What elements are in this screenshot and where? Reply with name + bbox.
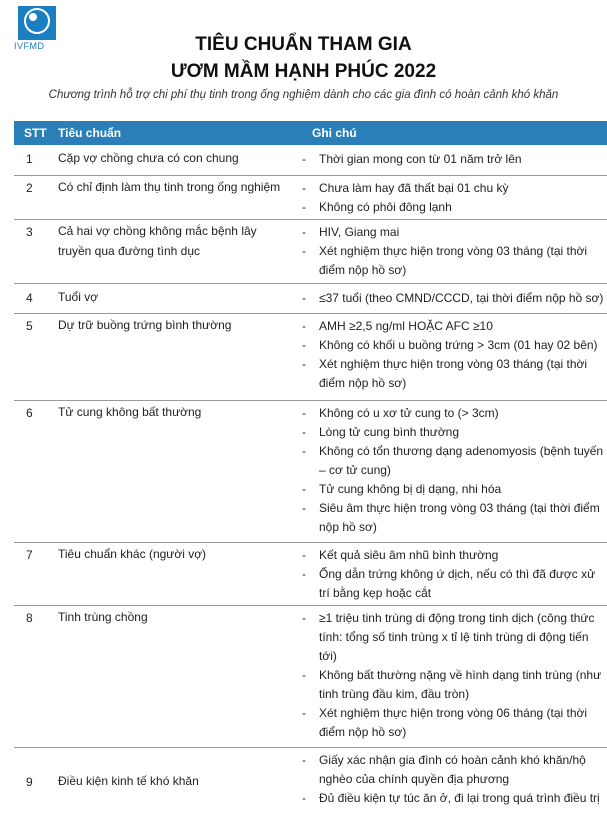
note-item: - Kết quả siêu âm nhũ bình thường: [302, 548, 499, 562]
row-stt: 2: [26, 181, 33, 195]
note-item: - Siêu âm thực hiện trong vòng 03 tháng (tại thời điểm nộp hồ sơ): [302, 501, 600, 534]
note-item: - Chưa làm hay đã thất bại 01 chu kỳ: [302, 181, 509, 195]
note-item: - Không bất thường nặng về hình dạng tinh trùng (như tinh trùng đầu kim, đầu tròn): [302, 668, 602, 701]
note-item: - Xét nghiệm thực hiện trong vòng 06 tháng (tại thời điểm nộp hồ sơ): [302, 706, 588, 739]
page-title-line2: ƯƠM MẦM HẠNH PHÚC 2022: [170, 61, 437, 82]
row-notes: [302, 289, 607, 308]
row-notes: [302, 751, 607, 808]
header-stt: STT: [24, 126, 47, 140]
row-notes: [302, 317, 607, 393]
note-item: - Không có u xơ tử cung to (> 3cm): [302, 406, 499, 420]
note-item: - ≤37 tuổi (theo CMND/CCCD, tại thời điểm nộp hồ sơ): [302, 291, 604, 305]
row-notes: [302, 609, 607, 742]
row-stt: 9: [26, 775, 33, 789]
table-row: [14, 219, 607, 284]
note-item: - Ống dẫn trứng không ứ dịch, nếu có thì đã được xử trí bằng kẹp hoặc cắt: [302, 567, 596, 600]
note-item: - Tử cung không bị dị dạng, nhi hóa: [302, 482, 502, 496]
note-item: - AMH ≥2,5 ng/ml HOẶC AFC ≥10: [302, 319, 493, 333]
table-row: [14, 175, 607, 220]
row-criteria: Tiêu chuẩn khác (người vợ): [58, 547, 207, 561]
note-item: - Xét nghiệm thực hiện trong vòng 03 tháng (tại thời điểm nộp hồ sơ): [302, 244, 588, 277]
row-criteria: Cả hai vợ chồng không mắc bệnh lây truyền qua đường tình dục: [58, 224, 257, 258]
page-subtitle: Chương trình hỗ trợ chi phí thụ tinh trong ống nghiệm dành cho các gia đình có hoàn cảnh khó khăn: [48, 89, 559, 101]
note-item: - Không có khối u buồng trứng > 3cm (01 hay 02 bên): [302, 338, 598, 352]
note-item: - ≥1 triệu tinh trùng di động trong tinh dịch (công thức tính: tổng số tinh trùng x tỉ lệ tinh trùng di động tiến tới): [302, 611, 595, 663]
table-row: [14, 605, 607, 748]
row-stt: 5: [26, 319, 33, 333]
row-notes: [302, 223, 607, 280]
table-row: [14, 747, 607, 829]
row-notes: [302, 546, 607, 603]
table-row: [14, 400, 607, 543]
note-item: - HIV, Giang mai: [302, 225, 400, 239]
row-criteria: Cặp vợ chồng chưa có con chung: [58, 151, 239, 165]
note-item: - Xét nghiệm thực hiện trong vòng 03 tháng (tại thời điểm nộp hồ sơ): [302, 357, 588, 390]
row-criteria: Tử cung không bất thường: [58, 405, 202, 419]
note-item: - Lòng tử cung bình thường: [302, 425, 460, 439]
row-notes: [302, 179, 607, 217]
note-item: - Giấy xác nhận gia đình có hoàn cảnh khó khăn/hộ nghèo của chính quyền địa phương: [302, 753, 586, 786]
row-criteria: Dự trữ buồng trứng bình thường: [58, 318, 232, 332]
note-item: - Thời gian mong con từ 01 năm trở lên: [302, 152, 522, 166]
row-notes: [302, 404, 607, 537]
table-row: [14, 313, 607, 401]
row-stt: 4: [26, 291, 33, 305]
row-criteria: Tinh trùng chồng: [58, 610, 148, 624]
row-stt: 1: [26, 152, 33, 166]
note-item: - Đủ điều kiện tự túc ăn ở, đi lại trong quá trình điều trị: [302, 791, 600, 805]
header-criteria: Tiêu chuẩn: [58, 126, 122, 140]
note-item: - Không có tổn thương dạng adenomyosis (bệnh tuyến – cơ tử cung): [302, 444, 604, 477]
row-criteria: Tuổi vợ: [58, 290, 99, 304]
page-title-line1: TIÊU CHUẨN THAM GIA: [195, 34, 412, 55]
table-row: [14, 283, 607, 314]
row-criteria: Có chỉ định làm thụ tinh trong ống nghiệm: [58, 180, 281, 194]
logo-text: IVFMD: [14, 41, 45, 51]
note-item: - Không có phôi đông lạnh: [302, 200, 452, 214]
row-stt: 3: [26, 225, 33, 239]
table-header: [14, 121, 607, 145]
table-row: [14, 145, 607, 176]
row-criteria: Điều kiện kinh tế khó khăn: [58, 774, 199, 788]
row-stt: 7: [26, 548, 33, 562]
row-stt: 6: [26, 406, 33, 420]
table-row: [14, 542, 607, 606]
row-stt: 8: [26, 611, 33, 625]
header-notes: Ghi chú: [312, 126, 357, 140]
row-notes: [302, 150, 607, 169]
